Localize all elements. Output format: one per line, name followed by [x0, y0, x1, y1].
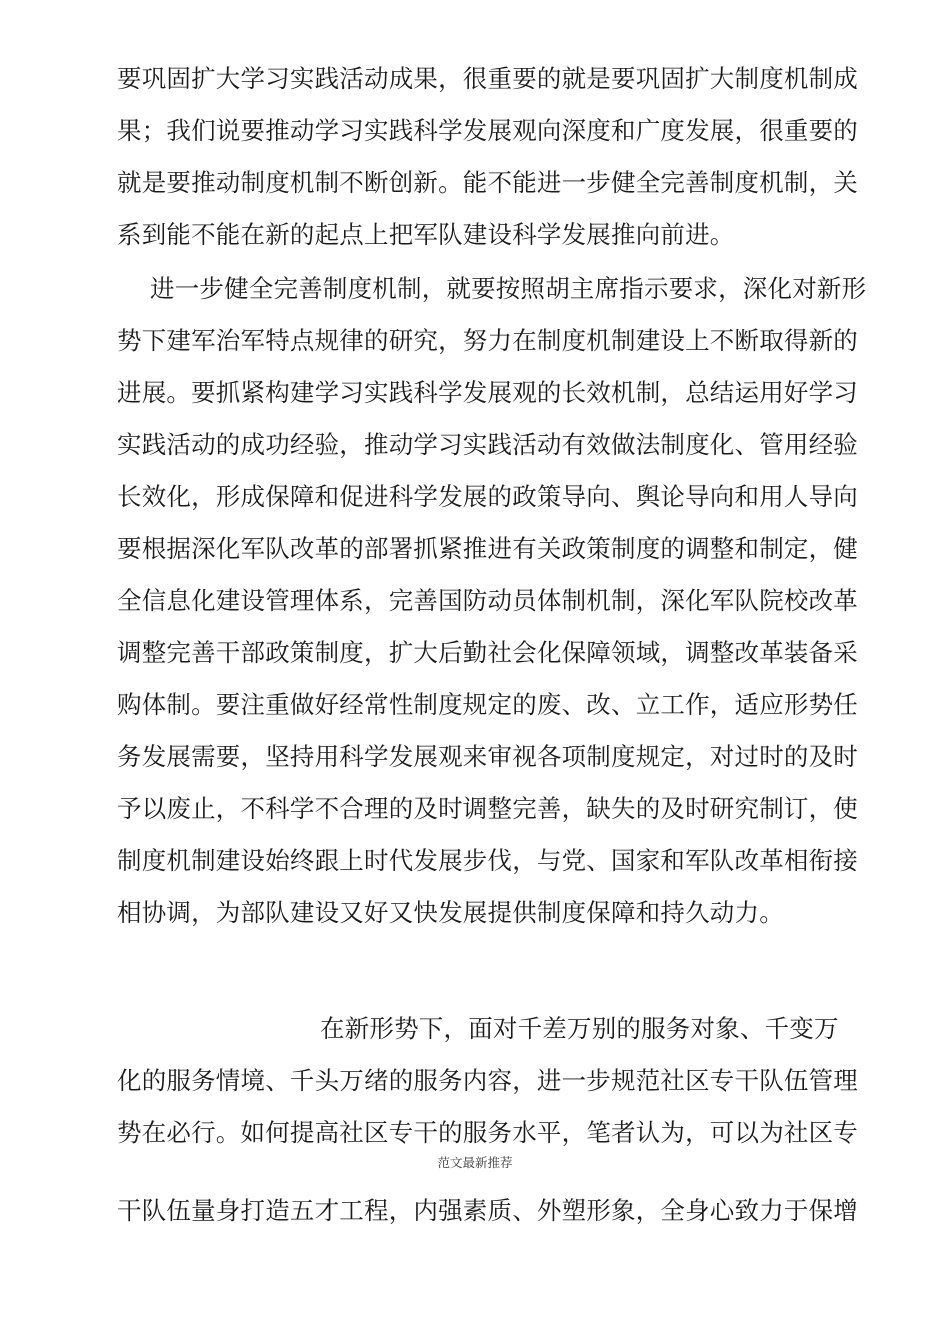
text-line: 要巩固扩大学习实践活动成果，很重要的就是要巩固扩大制度机制成	[117, 64, 858, 93]
text-line: 系到能不能在新的起点上把军队建设科学发展推向前进。	[117, 220, 735, 249]
text-line: 果；我们说要推动学习实践科学发展观向深度和广度发展，很重要的	[117, 116, 858, 145]
text-line: 调整完善干部政策制度，扩大后勤社会化保障领域，调整改革装备采	[117, 638, 858, 667]
text-line: 制度机制建设始终跟上时代发展步伐，与党、国家和军队改革相衔接	[117, 846, 858, 875]
text-line: 势下建军治军特点规律的研究，努力在制度机制建设上不断取得新的	[117, 326, 858, 355]
text-line: 势在必行。如何提高社区专干的服务水平，笔者认为，可以为社区专	[117, 1118, 858, 1147]
text-line: 干队伍量身打造五才工程，内强素质、外塑形象，全身心致力于保增	[117, 1196, 858, 1225]
text-line: 购体制。要注重做好经常性制度规定的废、改、立工作，适应形势任	[117, 690, 858, 719]
text-line: 务发展需要，坚持用科学发展观来审视各项制度规定，对过时的及时	[117, 742, 858, 771]
text-line: 长效化，形成保障和促进科学发展的政策导向、舆论导向和用人导向	[117, 482, 858, 511]
text-line: 进展。要抓紧构建学习实践科学发展观的长效机制，总结运用好学习	[117, 378, 858, 407]
text-line: 在新形势下，面对千差万别的服务对象、千变万	[320, 1014, 839, 1043]
text-line: 相协调，为部队建设又好又快发展提供制度保障和持久动力。	[117, 898, 784, 927]
page-footer-label: 范文最新推荐	[437, 1155, 513, 1170]
text-line: 就是要推动制度机制不断创新。能不能进一步健全完善制度机制，关	[117, 168, 858, 197]
text-line: 全信息化建设管理体系，完善国防动员体制机制，深化军队院校改革	[117, 586, 858, 615]
text-line: 实践活动的成功经验，推动学习实践活动有效做法制度化、管用经验	[117, 430, 858, 459]
text-line: 予以废止，不科学不合理的及时调整完善，缺失的及时研究制订，使	[117, 794, 858, 823]
text-line: 进一步健全完善制度机制，就要按照胡主席指示要求，深化对新形	[150, 274, 867, 303]
text-line: 化的服务情境、千头万绪的服务内容，进一步规范社区专干队伍管理	[117, 1066, 858, 1095]
text-line: 要根据深化军队改革的部署抓紧推进有关政策制度的调整和制定，健	[117, 534, 858, 563]
